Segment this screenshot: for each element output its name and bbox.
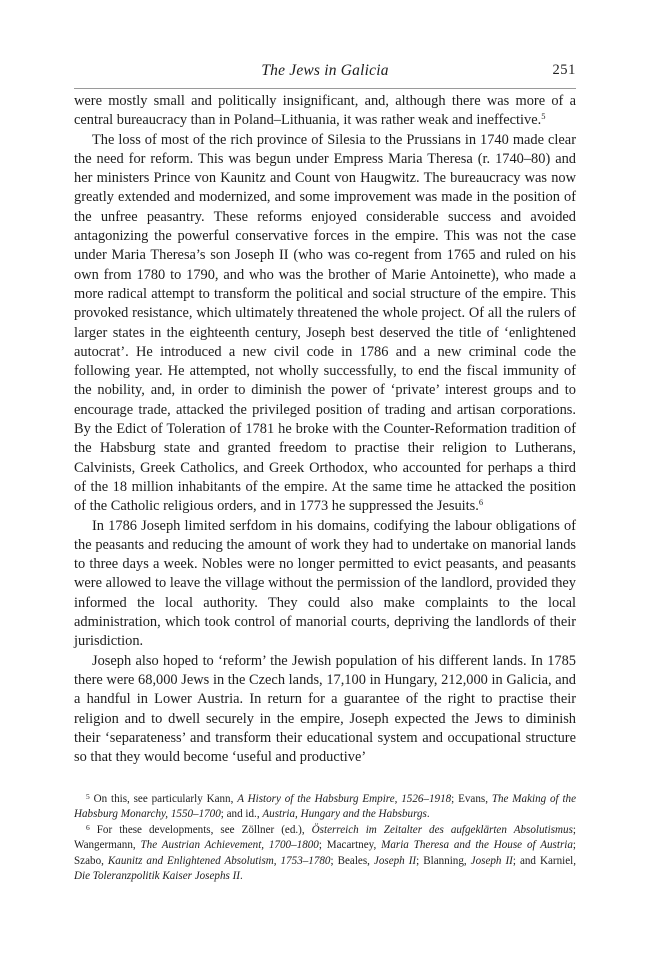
paragraph: Joseph also hoped to ‘reform’ the Jewish population of his different lands. In 1785 there were 68,000 Jews in the Czech lands, 17,100 in Hungary, 212,000 in Galicia, and a handful in Lower Austria. In return for a guarantee of the right to practise their religion and to dwell securely in the empire, Joseph expected the Jews to diminish their ‘separateness’ and transform their educational system and occupational structure so that they would become ‘useful and productive’ xyxy=(74,652,576,766)
paragraph: In 1786 Joseph limited serfdom in his domains, codifying the labour obligations of the peasants and reducing the amount of work they had to undertake on manorial lands to three days a week. Nobles were no longer permitted to evict peasants, and peasants were allowed to leave the village without the permission of the landlord, provided they informed the local authority. They could also make complaints to the local administration, which took control of manorial courts, depriving the landlords of their jurisdiction. xyxy=(74,517,576,650)
paragraph: were mostly small and politically insignificant, and, although there was more of a central bureaucracy than in Poland–Lithuania, it was rather weak and ineffective.$^5$ xyxy=(74,93,576,129)
footnotes xyxy=(74,792,576,884)
footnote-ref: 5 xyxy=(541,111,546,122)
header-rule xyxy=(74,88,576,89)
footnote: $^5$ On this, see particularly Kann, A History of the Habsburg Empire, 1526–1918; Evans, The Making of the Habsburg Monarchy, 1550–1700; and id., Austria, Hungary and the Habsburgs. xyxy=(74,792,577,821)
body-text xyxy=(74,92,576,767)
footnote-mark: 5 xyxy=(86,792,90,801)
footnote-ref: 6 xyxy=(478,497,484,508)
running-head-title: The Jews in Galicia xyxy=(261,62,389,79)
footnote: $^6$ For these developments, see Zöllner (ed.), Österreich im Zeitalter des aufgeklärten Absolutismus; Wangermann, The Austrian Achievement, 1700–1800; Macartney, Maria Theresa and the House of Austria; Szabo, Kaunitz and Enlightened Absolutism, 1753–1780; Beales, Joseph II; Blanning, Joseph II; and Karniel, Die Toleranzpolitik Kaiser Josephs II. xyxy=(74,822,577,883)
footnote-mark: 6 xyxy=(86,822,90,832)
paragraph: The loss of most of the rich province of Silesia to the Prussians in 1740 made clear the need for reform. This was begun under Empress Maria Theresa (r. 1740–80) and her ministers Prince von Kaunitz and Count von Haugwitz. The bureaucracy was now greatly extended and modernized, and some improvement was made in the position of the unfree peasantry. These reforms enjoyed considerable success and avoided antagonizing the powerful conservative forces in the empire. This was not the case under Maria Theresa’s son Joseph II (who was co-regent from 1765 and ruled on his own from 1780 to 1790, and who was the brother of Marie Antoinette), who made a more radical attempt to transform the political and social structure of the empire. This provoked resistance, which ultimately threatened the whole project. Of all the rulers of larger states in the eighteenth century, Joseph best deserved the title of ‘enlightened autocrat’. He introduced a new civil code in 1786 and a new criminal code the following year. He attempted, not wholly successfully, to end the fiscal immunity of the nobility, and, in order to diminish the power of ‘private’ interest groups and to encourage trade, attacked the privileged position of trading and artisan corporations. By the Edict of Toleration of 1781 he broke with the Counter-Reformation tradition of the Habsburg state and granted freedom to practise their religion to Lutherans, Calvinists, Greek Catholics, and Greek Orthodox, who accounted for perhaps a third of the 18 million inhabitants of the empire. At the same time he attacked the position of the Catholic religious orders, and in 1773 he suppressed the Jesuits.$^6$ xyxy=(74,131,576,515)
running-head xyxy=(74,62,576,84)
page-number: 251 xyxy=(552,62,576,78)
